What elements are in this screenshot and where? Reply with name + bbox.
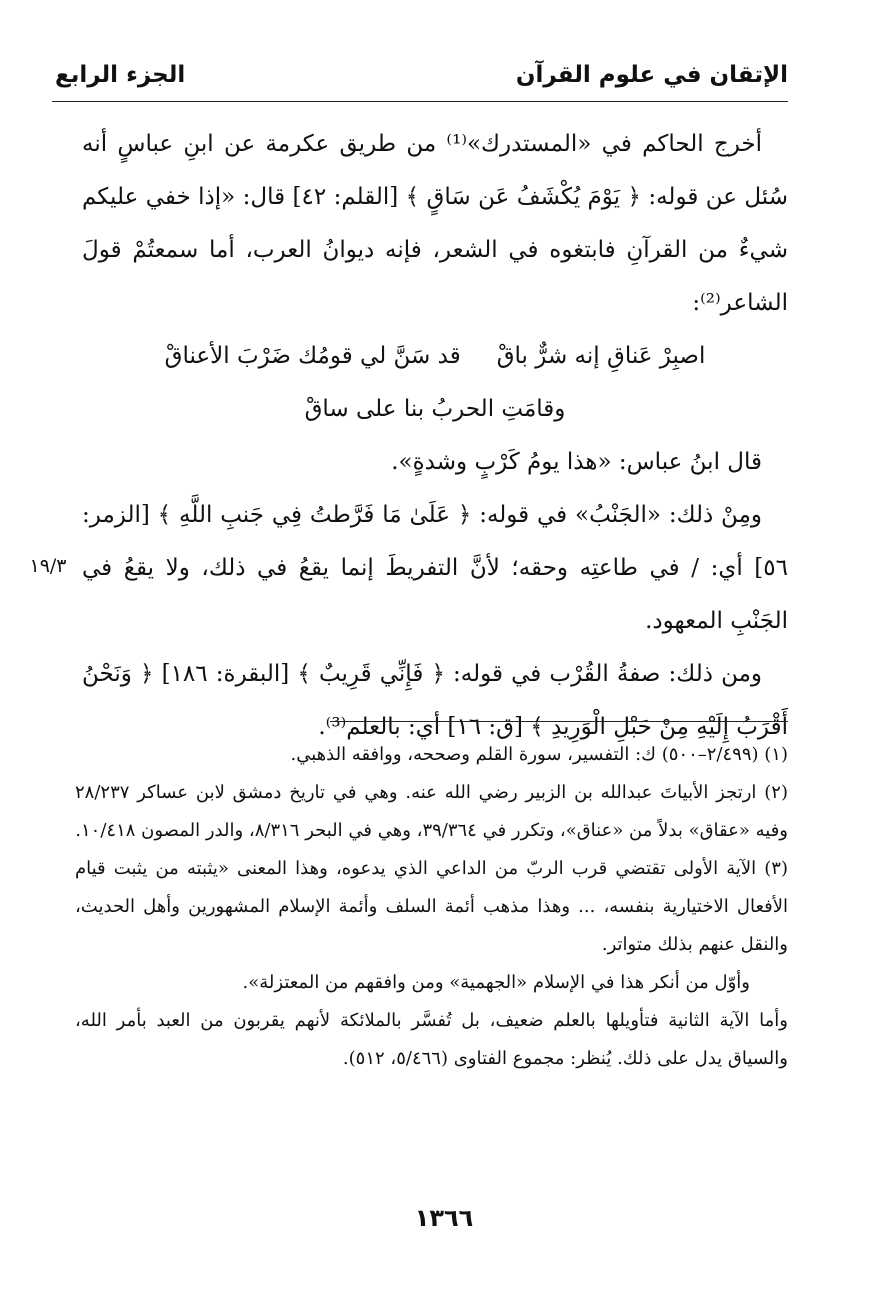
- main-text: [82, 118, 788, 754]
- paragraph-janb: ومِنْ ذلك: «الجَنْبُ» في قوله: ﴿ عَلَىٰ مَا فَرَّطتُ فِي جَنبِ اللَّهِ ﴾ [الزمر: ٥٦] أي: / في طاعتِه وحقه؛ لأنَّ التفريطَ إنما يقعُ في ذلك، ولا يقعُ في الجَنْبِ المعهود.: [82, 502, 788, 634]
- paragraph-ibn-abbas: قال ابنُ عباس: «هذا يومُ كَرْبٍ وشدةٍ».: [391, 449, 762, 475]
- paragraph-qurb: ومن ذلك: صفةُ القُرْب في قوله: ﴿ فَإِنِّي قَرِيبٌ ﴾ [البقرة: ١٨٦] ﴿ وَنَحْنُ أَقْرَبُ إِلَيْهِ مِنْ حَبْلِ الْوَرِيدِ ﴾ [ق: ١٦] أي: بالعلم⁽³⁾.: [82, 661, 788, 740]
- poem-hemistich: اصبِرْ عَناقِ إنه شرٌّ باقْ: [496, 343, 706, 369]
- footnote-2: (٢) ارتجز الأبياتَ عبدالله بن الزبير رضي الله عنه. وهي في تاريخ دمشق لابن عساكر ٢٨/٢٣٧ وفيه «عقاق» بدلاً من «عناق»، وتكرر في ٣٩/٣٦٤، وهي في البحر ٨/٣١٦، والدر المصون ١٠/٤١٨.: [75, 782, 788, 841]
- footnotes: [75, 736, 788, 1078]
- footnote-3-continued: وأوّل من أنكر هذا في الإسلام «الجهمية» ومن وافقهم من المعتزلة».: [242, 972, 750, 993]
- poem-hemistich: وقامَتِ الحربُ بنا على ساقْ: [304, 396, 566, 422]
- poem-line-2: [82, 383, 788, 436]
- running-header: [55, 52, 788, 98]
- book-title: الإتقان في علوم القرآن: [515, 62, 788, 88]
- footnote-3: (٣) الآية الأولى تقتضي قرب الربّ من الداعي الذي يدعوه، وهذا المعنى «يثبته من يثبت قيام الأفعال الاختيارية بنفسه، ... وهذا مذهب أئمة السلف وأئمة الإسلام المشهورين وأهل الحديث، والنقل عنهم بذلك متواتر.: [75, 858, 788, 955]
- header-divider: [52, 101, 788, 102]
- footnote-divider: [330, 721, 788, 722]
- paragraph-hakim: أخرج الحاكم في «المستدرك»⁽¹⁾ من طريق عكرمة عن ابنِ عباسٍ أنه سُئل عن قوله: ﴿ يَوْمَ يُكْشَفُ عَن سَاقٍ ﴾ [القلم: ٤٢] قال: «إذا خفي عليكم شيءٌ من القرآنِ فابتغوه في الشعر، فإنه ديوانُ العرب، أما سمعتُمْ قولَ الشاعر⁽²⁾:: [82, 131, 788, 316]
- margin-reference: ١٩/٣: [29, 555, 67, 577]
- volume-label: الجزء الرابع: [55, 62, 186, 88]
- poem-line-1: [82, 330, 788, 383]
- poem-hemistich: قد سَنَّ لي قومُك ضَرْبَ الأعناقْ: [164, 343, 461, 369]
- footnote-1: (١) (٢/٤٩٩–٥٠٠) ك: التفسير، سورة القلم وصححه، ووافقه الذهبي.: [290, 744, 788, 765]
- footnote-3-continued: وأما الآية الثانية فتأويلها بالعلم ضعيف، بل تُفسَّر بالملائكة لأنهم يقربون من العبد بأمر الله، والسياق يدل على ذلك. يُنظر: مجموع الفتاوى (٥/٤٦٦، ٥١٢).: [75, 1010, 788, 1069]
- page-number: ١٣٦٦: [414, 1204, 474, 1232]
